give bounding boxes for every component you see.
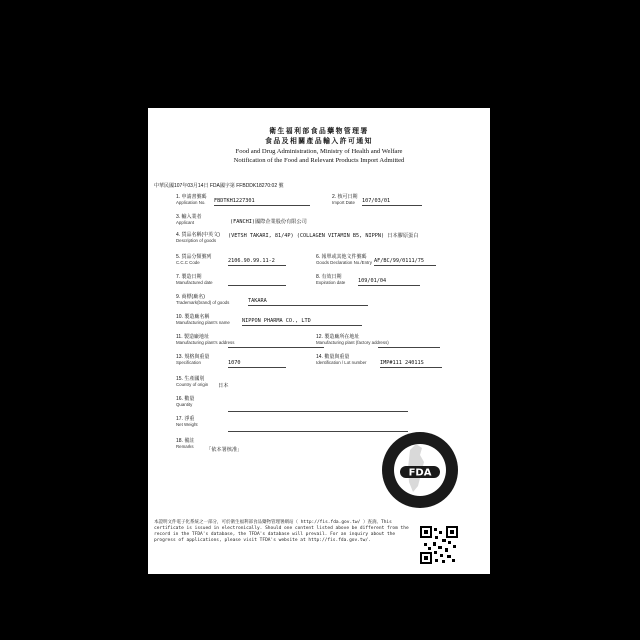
field-label bbox=[176, 274, 213, 286]
org-name-zh: 衛生福利部食品藥物管理署 bbox=[269, 127, 369, 135]
field-underline bbox=[228, 367, 286, 368]
field-underline bbox=[228, 265, 286, 266]
reference-line: 中華民國107年03月14日 FDA國字第 FFBDDK18270:02 號 bbox=[154, 183, 284, 189]
field-value: NIPPON PHARMA CO., LTD bbox=[242, 318, 311, 324]
field-underline bbox=[358, 285, 420, 286]
field-label-zh: 17. 淨重 bbox=[176, 416, 195, 422]
field-label-en: Goods Declaration No./Entry bbox=[316, 260, 372, 265]
field-value: (FANCHI)國際企業股份有限公司 bbox=[230, 219, 307, 225]
field-label-en: Remarks bbox=[176, 444, 194, 449]
field-label bbox=[176, 194, 207, 206]
field-value: 2106.90.99.11-2 bbox=[228, 258, 275, 264]
field-label-zh: 1. 申請書號碼 bbox=[176, 194, 207, 200]
field-label bbox=[316, 354, 367, 366]
field-underline bbox=[214, 205, 310, 206]
field-label-zh: 10. 製造廠名稱 bbox=[176, 314, 210, 320]
field-label-en: Import Date bbox=[332, 200, 355, 205]
field-label-zh: 15. 生產國別 bbox=[176, 376, 205, 382]
field-label-zh: 16. 數量 bbox=[176, 396, 195, 402]
field-label-en: Net Weight bbox=[176, 422, 198, 427]
org-name-en: Food and Drug Administration, Ministry of Health and Welfare bbox=[235, 148, 403, 155]
field-underline bbox=[242, 325, 362, 326]
field-label bbox=[176, 416, 198, 428]
field-label bbox=[176, 314, 230, 326]
field-label bbox=[176, 354, 209, 366]
field-label-zh: 6. 報單或其他文件號碼 bbox=[316, 254, 367, 260]
field-label-en: Country of origin bbox=[176, 382, 209, 387]
field-label-en: C.C.C Code bbox=[176, 260, 200, 265]
field-value: FBDTKH1227301 bbox=[214, 198, 255, 204]
field-label-en: Manufactured date bbox=[176, 280, 213, 285]
field-label bbox=[176, 376, 208, 388]
field-label-zh: 8. 有效日期 bbox=[316, 274, 342, 280]
qr-code-icon bbox=[420, 526, 458, 564]
field-underline bbox=[374, 265, 436, 266]
field-underline bbox=[378, 347, 440, 348]
field-value: 日本 bbox=[218, 383, 229, 389]
field-label-en: Trademark(brand) of goods bbox=[176, 300, 230, 305]
field-value: (VETSH TAKARI, 81/4P) (COLLAGEN VITAMIN B5, NIPPN) 日本膠原蛋白 bbox=[228, 233, 419, 239]
field-label bbox=[316, 254, 372, 266]
field-label bbox=[332, 194, 358, 206]
field-label-en: Applicant bbox=[176, 220, 195, 225]
field-label-en: Quantity bbox=[176, 402, 193, 407]
field-label-en: Description of goods bbox=[176, 238, 217, 243]
field-label bbox=[176, 438, 194, 450]
field-underline bbox=[228, 411, 408, 412]
field-label-zh: 9. 商標(廠名) bbox=[176, 294, 205, 300]
field-label bbox=[316, 274, 345, 286]
field-label-en: Specification bbox=[176, 360, 201, 365]
field-value: 107/03/01 bbox=[362, 198, 391, 204]
field-label-zh: 4. 貨品名稱(中英文) bbox=[176, 232, 220, 238]
title-en: Notification of the Food and Relevant Products Import Admitted bbox=[233, 157, 405, 164]
field-label-en: Application No. bbox=[176, 200, 206, 205]
field-label bbox=[176, 232, 220, 244]
field-label-en: Identification / Lot number bbox=[316, 360, 367, 365]
field-label-zh: 18. 備註 bbox=[176, 438, 195, 444]
field-label-zh: 13. 規格與重量 bbox=[176, 354, 210, 360]
field-label-zh: 7. 製造日期 bbox=[176, 274, 202, 280]
field-label bbox=[176, 396, 194, 408]
field-label bbox=[176, 334, 234, 346]
field-label-en: Manufacturing plant's name bbox=[176, 320, 230, 325]
field-value: TAKARA bbox=[248, 298, 267, 304]
field-value: 109/01/04 bbox=[358, 278, 387, 284]
field-label-zh: 12. 製造廠所在地址 bbox=[316, 334, 360, 340]
footer-notice: 本證明文件電子化系統之一部分，可於衛生福利部食品藥物管理署網站（ http://fis.fda.gov.tw/ ）查詢。This certificate is issued in electronically. Should one content listed above be different from the record in the TFDA's database, the TFDA's database will prevail. For an inquiry about the progress of applications, please visit TFDA's website at http://fis.fda.gov.tw/. bbox=[154, 520, 409, 543]
field-label-zh: 14. 數量與重量 bbox=[316, 354, 350, 360]
field-value: AF/BC/99/0111/75 bbox=[374, 258, 424, 264]
field-label-zh: 11. 製造廠地址 bbox=[176, 334, 209, 340]
field-underline bbox=[380, 367, 442, 368]
field-label-zh: 3. 輸入業者 bbox=[176, 214, 202, 220]
field-label-zh: 2. 核可日期 bbox=[332, 194, 358, 200]
field-label bbox=[176, 294, 229, 306]
field-underline bbox=[362, 205, 422, 206]
field-label-en: Manufacturing plant (factory address) bbox=[316, 340, 389, 345]
field-label bbox=[316, 334, 389, 346]
field-value: IMP#111 24011S bbox=[380, 360, 424, 366]
fda-seal-icon bbox=[380, 430, 460, 510]
field-underline bbox=[248, 305, 368, 306]
permit-document bbox=[148, 108, 490, 574]
field-underline bbox=[228, 347, 324, 348]
field-label bbox=[176, 214, 202, 226]
field-label-zh: 5. 貨品分類號列 bbox=[176, 254, 212, 260]
field-label-en: Manufacturing plant's address bbox=[176, 340, 235, 345]
title-zh: 食品及相關產品輸入許可通知 bbox=[265, 137, 373, 145]
field-underline bbox=[228, 285, 286, 286]
field-label bbox=[176, 254, 212, 266]
field-label-en: Expiration date bbox=[316, 280, 346, 285]
seal-label: FDA bbox=[408, 467, 432, 479]
field-value: 1070 bbox=[228, 360, 241, 366]
field-value: 「依本署核准」 bbox=[206, 447, 243, 453]
